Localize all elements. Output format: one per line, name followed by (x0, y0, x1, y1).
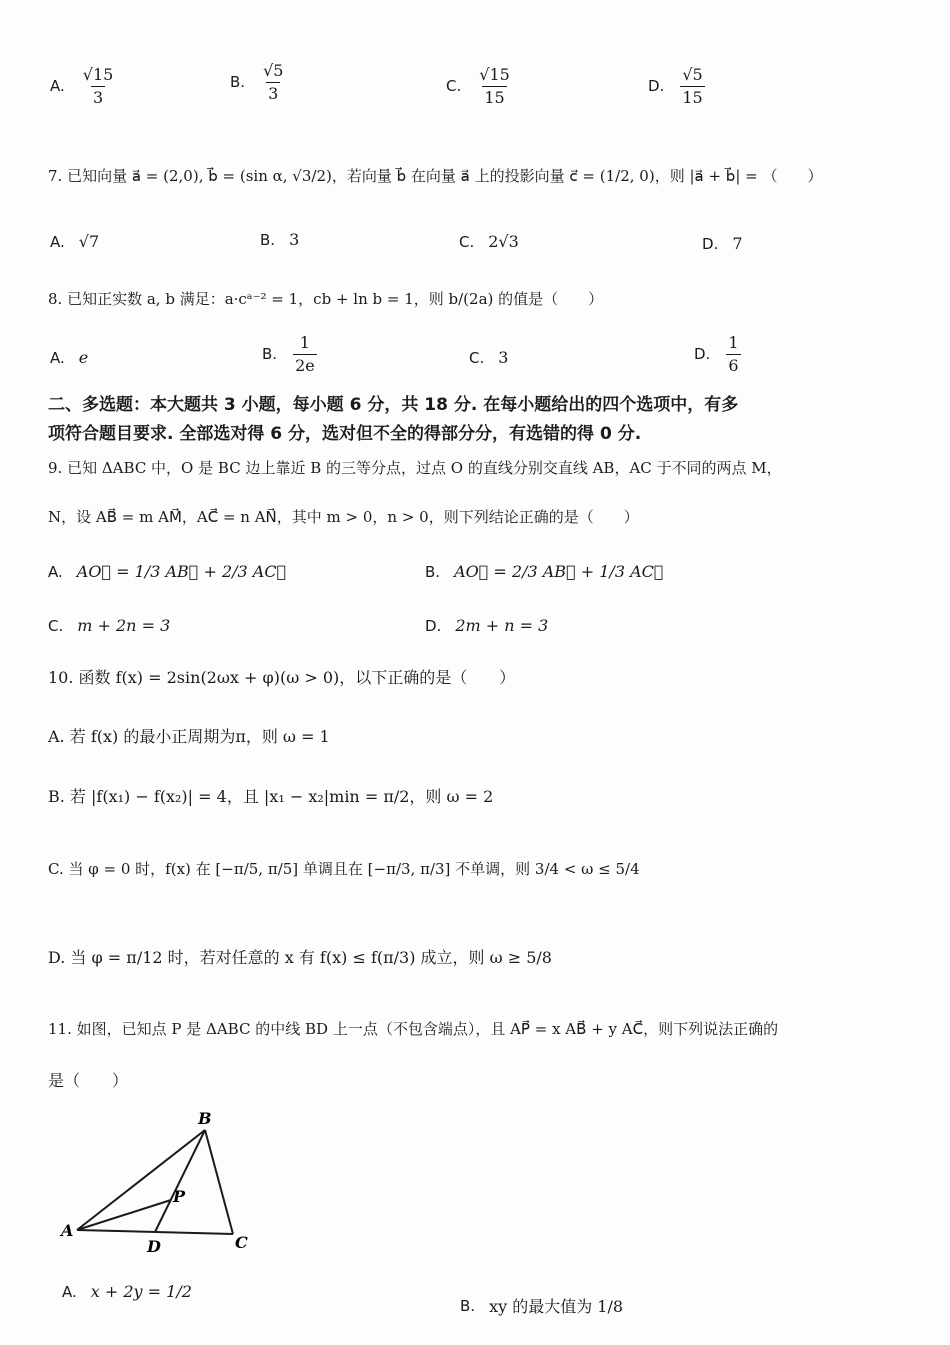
fraction (261, 62, 285, 102)
option-label: B. (260, 230, 276, 249)
option-label: A. (50, 348, 65, 367)
label-b: B (198, 1109, 212, 1128)
q11-stem-line-1: 11. 如图，已知点 P 是 ΔABC 的中线 BD 上一点（不包含端点），且 AP⃗ = x AB⃗ + y AC⃗，则下列说法正确的 (48, 1020, 779, 1038)
q10-stem: 10. 函数 f(x) = 2sin(2ωx + φ)(ω > 0)，以下正确的是（ ） (48, 668, 516, 687)
fraction (293, 334, 317, 374)
q9-option-c (48, 616, 170, 635)
q10-option-d: D. 当 φ = π/12 时，若对任意的 x 有 f(x) ≤ f(π/3) 成立，则 ω ≥ 5/8 (48, 948, 552, 967)
q9-stem-line-1: 9. 已知 ΔABC 中，O 是 BC 边上靠近 B 的三等分点，过点 O 的直线分别交直线 AB，AC 于不同的两点 M， (48, 459, 782, 477)
option-label: D. (648, 77, 665, 96)
option-value: 3 (289, 230, 300, 249)
q6-option-c (446, 66, 514, 106)
denominator: 15 (682, 87, 703, 107)
option-label: B. (425, 562, 441, 581)
label-d: D (147, 1237, 161, 1256)
q11-option-b (460, 1294, 623, 1317)
option-value: 3 (498, 348, 509, 367)
q8-option-d (694, 334, 743, 374)
option-label: C. (469, 348, 485, 367)
q6-option-b (230, 62, 287, 102)
q10-option-a: A. 若 f(x) 的最小正周期为π，则 ω = 1 (48, 727, 330, 746)
label-p: P (173, 1187, 186, 1206)
edge-ab (77, 1130, 205, 1230)
numerator: √5 (263, 61, 284, 80)
option-label: D. (702, 234, 719, 253)
option-label: A. (48, 562, 63, 581)
q9-option-d (425, 616, 548, 635)
q9-stem-line-2: N，设 AB⃗ = m AM⃗，AC⃗ = n AN⃗，其中 m > 0，n > 0，则下列结论正确的是（ ） (48, 508, 639, 526)
label-c: C (235, 1233, 248, 1252)
q8-option-c (469, 348, 508, 367)
denominator: 3 (268, 83, 279, 103)
option-label: A. (50, 232, 65, 251)
denominator: 2e (295, 355, 315, 375)
option-label: A. (62, 1282, 77, 1301)
option-value: e (78, 348, 89, 367)
q10-option-c: C. 当 φ = 0 时，f(x) 在 [−π/5, π/5] 单调且在 [−π/3, π/3] 不单调，则 3/4 < ω ≤ 5/4 (48, 860, 640, 878)
q9-option-b (425, 562, 663, 581)
q8-option-b (262, 334, 319, 374)
q9-option-a (48, 562, 286, 581)
section-heading-line-2: 项符合题目要求. 全部选对得 6 分，选对但不全的得部分分，有选错的得 0 分. (48, 424, 642, 444)
denominator: 3 (92, 87, 104, 107)
option-value: 2m + n = 3 (455, 616, 549, 635)
option-value: x + 2y = 1/2 (90, 1282, 192, 1301)
q6-option-d (648, 66, 707, 106)
fraction (726, 334, 740, 374)
q11-stem-line-2: 是（ ） (48, 1071, 129, 1090)
option-label: C. (459, 232, 475, 251)
triangle-figure (55, 1108, 265, 1258)
option-label: C. (48, 616, 64, 635)
q7-option-d (702, 234, 743, 253)
option-label: B. (460, 1296, 476, 1315)
q7-option-b (260, 230, 299, 249)
fraction (81, 66, 116, 106)
option-label: C. (446, 77, 462, 96)
fraction (477, 66, 512, 106)
option-value: m + 2n = 3 (77, 616, 171, 635)
option-value: 7 (732, 234, 743, 253)
option-label: A. (50, 77, 65, 96)
fraction (680, 66, 704, 106)
option-value: AO⃗ = 1/3 AB⃗ + 2/3 AC⃗ (76, 562, 287, 581)
edge-bc (205, 1130, 233, 1234)
option-label: D. (694, 345, 711, 364)
option-value: AO⃗ = 2/3 AB⃗ + 1/3 AC⃗ (454, 562, 664, 581)
q10-option-b: B. 若 |f(x₁) − f(x₂)| = 4，且 |x₁ − x₂|min = π/2，则 ω = 2 (48, 787, 494, 806)
option-label: B. (262, 345, 278, 364)
q8-stem: 8. 已知正实数 a, b 满足：a·cᵃ⁻² = 1，cb + ln b = 1，则 b/(2a) 的值是（ ） (48, 290, 604, 308)
numerator: √5 (682, 65, 703, 84)
option-label: B. (230, 73, 246, 92)
q11-option-a (62, 1282, 192, 1301)
denominator: 6 (728, 355, 739, 375)
label-a: A (61, 1221, 74, 1240)
option-label: D. (425, 616, 442, 635)
section-heading-line-1: 二、多选题：本大题共 3 小题，每小题 6 分，共 18 分. 在每小题给出的四个选项中，有多 (48, 395, 739, 415)
numerator: √15 (479, 65, 510, 84)
q7-option-c (459, 232, 519, 251)
q6-option-a (50, 66, 117, 106)
median-bd (155, 1130, 205, 1232)
option-value: xy 的最大值为 1/8 (489, 1297, 624, 1316)
numerator: 1 (299, 333, 310, 352)
denominator: 15 (484, 87, 505, 107)
numerator: √15 (82, 65, 114, 84)
segment-ap (77, 1200, 171, 1230)
numerator: 1 (728, 333, 739, 352)
option-value: 2√3 (488, 232, 519, 251)
q8-option-a (50, 348, 88, 367)
option-value: √7 (78, 232, 100, 251)
q7-option-a (50, 232, 99, 251)
q7-stem: 7. 已知向量 a⃗ = (2,0), b⃗ = (sin α, √3/2)，若向量 b⃗ 在向量 a⃗ 上的投影向量 c⃗ = (1/2, 0)，则 |a⃗ + b⃗| = （ ） (48, 167, 823, 185)
